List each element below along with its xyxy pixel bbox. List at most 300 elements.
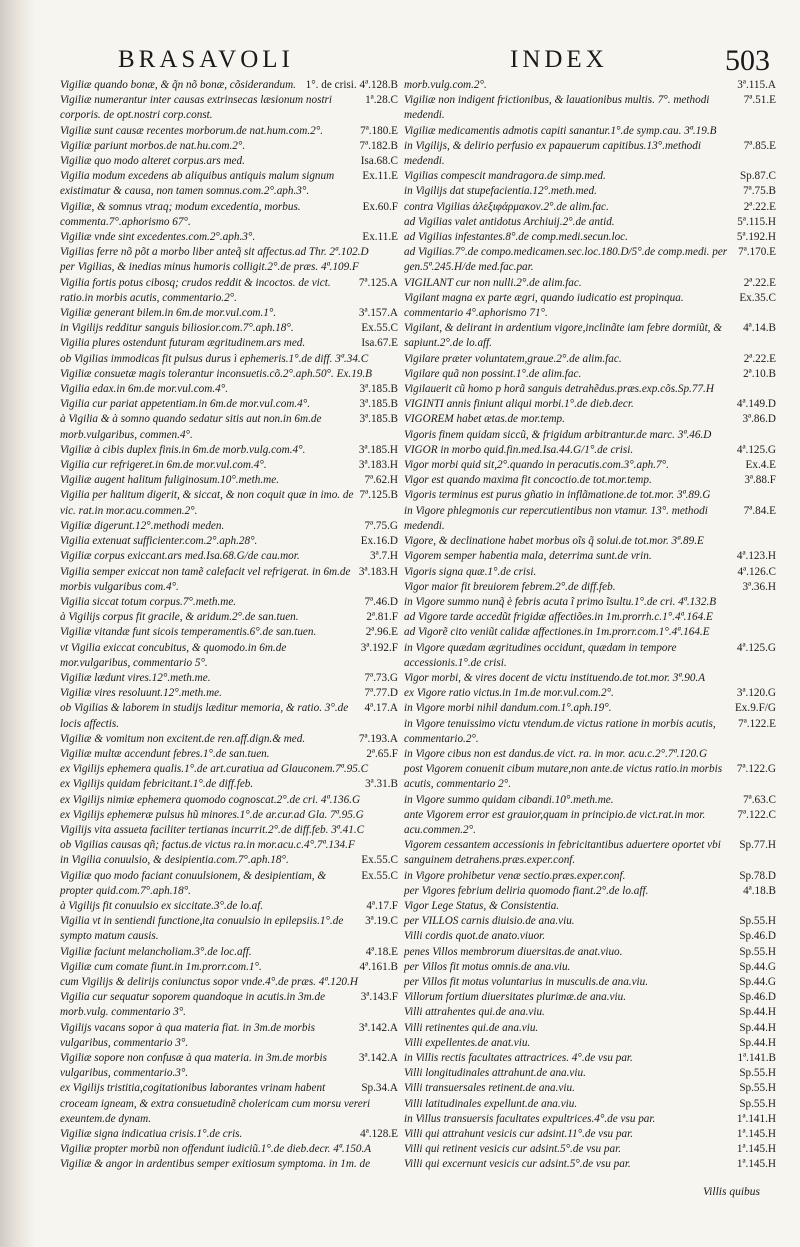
entry-text: Vigiliæ à cibis duplex finis.in 6m.de morb.vulg.com.4°. — [60, 443, 306, 456]
entry-reference: 3ª.185.B — [359, 398, 398, 411]
entry-text: Villi attrahentes qui.de ana.viu. — [404, 1006, 545, 1019]
entry-text: Vigilijs vacans sopor à qua materia fiat. in 3m.de morbis vulgaribus, commentario 3°. — [60, 1021, 315, 1049]
entry-text: ob Vigilias & laborem in studijs læditur memoria, & ratio. 3°.de locis affectis. — [60, 702, 349, 730]
index-entry — [404, 808, 776, 838]
index-entry — [60, 671, 398, 686]
index-entry — [404, 367, 776, 382]
entry-text: Vigilia cur refrigeret.in 6m.de mor.vul.com.4°. — [60, 459, 267, 472]
index-entry — [60, 412, 398, 442]
entry-text: Villi longitudinales attrahunt.de ana.viu. — [404, 1067, 586, 1080]
index-entry — [60, 1157, 398, 1172]
index-entry — [60, 595, 398, 610]
entry-reference: 2ª.96.E — [365, 626, 398, 639]
entry-text: VIGOREM habet ætas.de mor.temp. — [404, 413, 565, 426]
index-entry — [404, 1157, 776, 1172]
entry-reference: Sp.55.H — [739, 1082, 776, 1095]
entry-text: VIGINTI annis finiunt aliqui morbi.1°.de dieb.decr. — [404, 398, 634, 411]
index-entry — [60, 701, 398, 731]
entry-text: contra Vigilias ἀλεξιφάρμακον.2°.de alim.fac. — [404, 200, 609, 213]
entry-text: ex Vigilijs quidam febricitant.1°.de diff.feb. — [60, 778, 254, 791]
entry-text: Vigilias compescit mandragora.de simp.med. — [404, 170, 606, 183]
entry-reference: 7ª.85.E — [743, 139, 776, 152]
entry-text: in Vigilijs redditur sanguis biliosior.com.7°.aph.18°. — [60, 322, 294, 335]
entry-reference: 2ª.22.E — [743, 276, 776, 289]
entry-text: Vigilia siccat totum corpus.7°.meth.me. — [60, 595, 237, 608]
index-entry — [60, 747, 398, 762]
entry-reference: 7ª.193.A — [358, 732, 398, 745]
index-entry — [404, 78, 776, 93]
entry-text: ante Vigorem error est grauior,quam in principio.de vict.rat.in mor. acu.commen.2°. — [404, 808, 706, 836]
index-entry — [404, 625, 776, 640]
entry-reference: 2ª.81.F — [366, 611, 398, 624]
index-entry — [60, 382, 398, 397]
entry-text: Vigilijs vita assueta faciliter tertianas incurrit.2°.de diff.feb. 3ª.41.C — [60, 823, 365, 836]
index-entry — [60, 1081, 398, 1127]
index-entry — [60, 336, 398, 351]
index-entry — [60, 838, 398, 853]
index-entry — [60, 686, 398, 701]
entry-reference: Isa.67.E — [361, 337, 398, 350]
entry-text: ex Vigore ratio victus.in 1m.de mor.vul.com.2°. — [404, 687, 614, 700]
index-entry — [60, 945, 398, 960]
entry-reference: Sp.55.H — [739, 915, 776, 928]
entry-text: Villorum fortium diuersitates plurimæ.de ana.viu. — [404, 991, 626, 1004]
entry-text: à Vigilijs corpus fit gracile, & aridum.2°.de san.tuen. — [60, 611, 299, 624]
entry-text: Vigor est quando maxima fit concoctio.de tot.mor.temp. — [404, 474, 652, 487]
index-entry — [404, 382, 776, 397]
index-entry — [60, 853, 398, 868]
entry-reference: 7ª.84.E — [743, 504, 776, 517]
entry-reference: 7ª.73.G — [364, 671, 398, 684]
index-entry — [60, 793, 398, 808]
entry-text: ob Vigilias immodicas fit pulsus durus ì ephemeris.1°.de diff. 3ª.34.C — [60, 352, 369, 365]
index-entry — [404, 245, 776, 275]
entry-text: Villi transuersales retinent.de ana.viu. — [404, 1082, 575, 1095]
index-entry — [404, 565, 776, 580]
entry-text: Villi qui attrahunt vesicis cur adsint.11°.de vsu par. — [404, 1128, 634, 1141]
entry-reference: 1ª.141.B — [737, 1052, 776, 1064]
entry-text: Vigorem cessantem accessionis in febricitantibus aduertere oportet vbi sanguinem detrahens.præs.exper.conf. — [404, 839, 721, 867]
entry-reference: 7ª.180.E — [360, 124, 398, 137]
entry-reference: 4ª.18.E — [365, 945, 398, 958]
entry-reference: 2ª.65.F — [366, 747, 398, 760]
entry-reference: 4ª.14.B — [743, 322, 776, 335]
entry-reference: 3ª.183.H — [358, 459, 398, 472]
entry-text: Vigiliæ corpus exiccant.ars med.Isa.68.G/de cau.mor. — [60, 550, 300, 563]
entry-text: Vigilia per halitum digerit, & siccat, & non coquit quæ in imo. de vic. rat.in mor.acu.commen.2°. — [60, 489, 354, 517]
entry-reference: 1ª.145.H — [736, 1143, 776, 1156]
index-entry — [60, 869, 398, 899]
index-entry — [404, 701, 776, 716]
index-entry — [404, 1021, 776, 1036]
entry-reference: 2ª.10.B — [743, 367, 776, 380]
catchword: Villis quibus — [703, 1186, 760, 1198]
entry-text: Vigiliæ vnde sint excedentes.com.2°.aph.3°. — [60, 231, 256, 244]
entry-text: Villi qui retinent vesicis cur adsint.5°.de vsu par. — [404, 1143, 622, 1156]
index-entry — [60, 443, 398, 458]
left-index-column — [60, 78, 398, 1173]
index-entry — [60, 549, 398, 564]
entry-reference: Isa.68.C — [360, 155, 398, 168]
entry-reference: 3ª.142.A — [358, 1021, 398, 1034]
entry-text: in Vigore summo quidam cibandi.10°.meth.me. — [404, 793, 614, 806]
index-entry — [60, 1127, 398, 1142]
entry-text: vt Vigilia exiccat concubitus, & quomodo.in 6m.de mor.vulgaribus, commentario 5°. — [60, 641, 287, 669]
index-entry — [404, 1005, 776, 1020]
entry-text: Vigiliæ quando bonæ, & q̃n nõ bonæ, cõsiderandum. — [60, 79, 296, 91]
entry-reference: 7ª.122.C — [737, 808, 776, 821]
index-entry — [404, 990, 776, 1005]
index-entry — [60, 975, 398, 990]
entry-text: Vigiliæ faciunt melancholiam.3°.de loc.aff. — [60, 945, 252, 958]
index-entry — [404, 230, 776, 245]
entry-text: in Vigore quædam ægritudines occidunt, quædam in tempore accessionis.1°.de crisi. — [404, 641, 677, 669]
entry-text: per Vigores febrium deliria quomodo fiant.2°.de lo.aff. — [404, 884, 649, 897]
entry-reference: Ex.55.C — [361, 854, 398, 867]
index-entry — [60, 777, 398, 792]
entry-reference: 5ª.192.H — [736, 231, 776, 244]
entry-text: Vigilia fortis potus cibosq; crudos reddit & incoctos. de vict. ratio.in morbis acutis, commentario.2°. — [60, 276, 331, 304]
index-entry — [404, 200, 776, 215]
entry-reference: 3ª.7.H — [370, 550, 398, 563]
entry-text: Vigilare quã non possint.1°.de alim.fac. — [404, 367, 582, 380]
page-number: 503 — [725, 44, 770, 77]
entry-text: ex Vigilijs ephemera qualis.1°.de art.curatiua ad Glauconem.7ª.95.C — [60, 763, 369, 776]
entry-text: in Villis rectis facultates attractrices. 4°.de vsu par. — [404, 1052, 633, 1064]
entry-reference: 7ª.62.H — [364, 474, 398, 487]
entry-text: in Vigore tenuissimo victu vtendum.de victus ratione in morbis acutis, commentario.2°. — [404, 717, 716, 745]
entry-text: Villi qui excernunt vesicis cur adsint.5°.de vsu par. — [404, 1158, 631, 1171]
index-entry — [404, 1142, 776, 1157]
entry-text: Vigilia cur pariat appetentiam.in 6m.de mor.vul.com.4°. — [60, 398, 311, 411]
index-entry — [404, 276, 776, 291]
entry-reference: Ex.60.F — [362, 200, 398, 213]
entry-text: Villi retinentes qui.de ana.viu. — [404, 1021, 539, 1034]
index-entry — [404, 641, 776, 671]
entry-reference: 7ª.46.D — [364, 595, 398, 608]
entry-text: Vigore, & declinatione habet morbus oĩs q̃ solui.de tot.mor. 3ª.89.E — [404, 535, 704, 548]
entry-reference: Sp.55.H — [739, 1097, 776, 1110]
entry-reference: 1ª.145.H — [736, 1128, 776, 1141]
entry-reference: 1ª.28.C — [365, 94, 398, 107]
entry-reference: Sp.55.H — [739, 1067, 776, 1080]
index-entry — [60, 78, 398, 93]
index-entry — [60, 914, 398, 944]
entry-reference: 4ª.125.G — [736, 443, 776, 456]
entry-text: penes Villos membrorum diuersitas.de anat.viuo. — [404, 945, 623, 958]
entry-text: in Villus transuersis facultates expultrices.4°.de vsu par. — [404, 1112, 656, 1125]
entry-reference: Sp.46.D — [739, 930, 776, 943]
entry-text: Vigiliæ lædunt vires.12°.meth.me. — [60, 671, 211, 684]
entry-text: Vigor Lege Status, & Consistentia. — [404, 899, 560, 912]
entry-text: VIGOR in morbo quid.fin.med.Isa.44.G/1°.de crisi. — [404, 443, 634, 456]
entry-text: in Vigore prohibetur venæ sectio.præs.exper.conf. — [404, 869, 626, 882]
entry-text: ad Vigore tarde accedũt frigidæ affectiões.in 1m.prorrh.c.1°.4ª.164.E — [404, 611, 713, 624]
index-entry — [60, 1142, 398, 1157]
entry-reference: Sp.87.C — [739, 170, 776, 183]
entry-text: in Vigilijs dat stupefacientia.12°.meth.med. — [404, 185, 597, 198]
index-entry — [404, 838, 776, 868]
entry-text: à Vigilijs fit conuulsio ex siccitate.3°.de lo.af. — [60, 899, 264, 912]
entry-reference: 1°. de crisi. 4ª.128.B — [305, 79, 398, 91]
index-entry — [404, 1081, 776, 1096]
index-entry — [404, 1127, 776, 1142]
index-entry — [60, 200, 398, 230]
entry-reference: 4ª.125.G — [736, 641, 776, 654]
entry-text: Vigilia modum excedens ab aliquibus antiquis malum signum existimatur & causa, non tamen somnus.com.2°.aph.3°. — [60, 170, 335, 198]
index-entry — [404, 793, 776, 808]
entry-reference: 3ª.36.H — [742, 580, 776, 593]
index-entry — [60, 488, 398, 518]
index-entry — [404, 884, 776, 899]
entry-text: Vigiliæ signa indicatiua crisis.1°.de cris. — [60, 1128, 243, 1141]
index-entry — [404, 1066, 776, 1081]
entry-reference: 4ª.17.A — [364, 702, 398, 715]
index-entry — [60, 352, 398, 367]
index-entry — [404, 1051, 776, 1066]
index-entry — [404, 899, 776, 914]
index-entry — [60, 93, 398, 123]
entry-reference: 4ª.18.B — [743, 884, 776, 897]
index-entry — [60, 1021, 398, 1051]
index-entry — [404, 929, 776, 944]
index-entry — [60, 534, 398, 549]
index-entry — [60, 823, 398, 838]
index-entry — [404, 717, 776, 747]
entry-reference: Sp.78.D — [739, 869, 776, 882]
entry-text: Villi cordis quot.de anato.viuor. — [404, 930, 546, 943]
entry-reference: Ex.55.C — [361, 869, 398, 882]
entry-reference: 7ª.75.G — [364, 519, 398, 532]
entry-text: Vigilauerit cũ homo p horã sanguis detrahẽdus.præs.exp.cõs.Sp.77.H — [404, 383, 714, 396]
index-entry — [404, 443, 776, 458]
entry-reference: 7ª.51.E — [743, 94, 776, 107]
entry-reference: Ex.35.C — [739, 291, 776, 304]
entry-reference: 4ª.126.C — [737, 565, 776, 578]
entry-text: ad Vigorẽ cito veniũt calidæ affectiones.in 1m.prorr.com.1°.4ª.164.E — [404, 626, 710, 639]
entry-text: cum Vigilijs & delirijs coniunctus sopor vnde.4°.de præs. 4ª.120.H — [60, 975, 358, 988]
index-entry — [60, 306, 398, 321]
entry-text: per Vigilias, & inedias minus humoris colligit.2°.de præs. 4ª.109.F — [60, 261, 359, 274]
entry-reference: Sp.55.H — [739, 945, 776, 958]
entry-reference: 2ª.22.E — [743, 200, 776, 213]
index-entry — [404, 549, 776, 564]
entry-text: Vigiliæ consuetæ magis tolerantur inconsuetis.cõ.2°.aph.50°. Ex.19.B — [60, 367, 373, 380]
entry-reference: 3ª.185.B — [359, 383, 398, 396]
entry-reference: Ex.11.E — [362, 170, 398, 183]
entry-text: ad Vigilias.7°.de compo.medicamen.sec.loc.180.D/5°.de comp.medi. per gen.5ª.245.H/de med.fac.par. — [404, 246, 728, 274]
index-entry — [404, 975, 776, 990]
index-entry — [404, 762, 776, 792]
index-entry — [60, 990, 398, 1020]
index-entry — [404, 610, 776, 625]
entry-reference: 7ª.125.B — [359, 489, 398, 502]
entry-text: Vigiliæ multæ accendunt febres.1°.de san.tuen. — [60, 747, 270, 760]
index-entry — [404, 1112, 776, 1127]
index-entry — [404, 93, 776, 123]
entry-text: Vigiliæ digerunt.12°.methodi meden. — [60, 519, 225, 532]
entry-reference: Sp.44.G — [739, 975, 776, 988]
entry-reference: 7ª.63.C — [743, 793, 776, 806]
entry-reference: 7ª.75.B — [743, 185, 776, 198]
entry-reference: Ex.9.F/G — [734, 702, 776, 715]
index-entry — [60, 1051, 398, 1081]
entry-text: Vigiliæ pariunt morbos.de nat.hu.com.2°. — [60, 139, 246, 152]
entry-reference: 7ª.122.E — [738, 717, 776, 730]
entry-reference: 3ª.183.H — [358, 565, 398, 578]
entry-text: Vigilia extenuat sufficienter.com.2°.aph.28°. — [60, 535, 258, 548]
entry-text: in Vigore cibus non est dandus.de vict. ra. in mor. acu.c.2°.7ª.120.G — [404, 747, 708, 760]
entry-reference: Ex.11.E — [362, 231, 398, 244]
index-entry — [404, 184, 776, 199]
entry-text: Vigor maior fit breuiorem febrem.2°.de diff.feb. — [404, 580, 616, 593]
entry-reference: Sp.34.A — [361, 1082, 398, 1095]
index-entry — [60, 367, 398, 382]
entry-text: Vigorem semper habentia mala, deterrima sunt.de vrin. — [404, 550, 652, 563]
entry-text: Vigoris terminus est purus gñatio in inflãmatione.de tot.mor. 3ª.89.G — [404, 489, 711, 502]
entry-text: Vigilare præter voluntatem,graue.2°.de alim.fac. — [404, 352, 622, 365]
entry-text: ad Vigilias valet antidotus Archiuij.2°.de antid. — [404, 215, 615, 228]
entry-reference: Ex.16.D — [360, 535, 398, 548]
index-entry — [404, 473, 776, 488]
entry-text: Vigiliæ cum comate fiunt.in 1m.prorr.com.1°. — [60, 960, 262, 973]
index-entry — [404, 124, 776, 139]
entry-text: Vigiliæ vires resoluunt.12°.meth.me. — [60, 687, 222, 700]
entry-text: Vigilia edax.in 6m.de mor.vul.com.4°. — [60, 383, 229, 396]
entry-text: in Vigilia conuulsio, & desipientia.com.7°.aph.18°. — [60, 854, 289, 867]
entry-text: in Vigore summo nunq̃ è febris acuta ĩ primo ĩsultu.1°.de cri. 4ª.132.B — [404, 595, 717, 608]
entry-text: post Vigorem conuenit cibum mutare,non ante.de victus ratio.in morbis acutis, commentario 2°. — [404, 763, 723, 791]
index-entry — [60, 732, 398, 747]
index-entry — [404, 747, 776, 762]
index-entry — [404, 1097, 776, 1112]
entry-reference: Ex.4.E — [745, 459, 776, 472]
page-binding-edge — [0, 0, 36, 1247]
entry-reference: 3ª.157.A — [358, 307, 398, 320]
index-entry — [404, 960, 776, 975]
entry-text: Vigiliæ & angor in ardentibus semper exitiosum symptoma. in 1m. de — [60, 1158, 371, 1171]
entry-reference: 2ª.22.E — [743, 352, 776, 365]
entry-reference: 4ª.123.H — [736, 550, 776, 563]
entry-reference: Sp.44.G — [739, 960, 776, 973]
entry-text: Villi expellentes.de anat.viu. — [404, 1036, 531, 1049]
index-entry — [60, 397, 398, 412]
entry-text: ob Vigilias causas qñ; factus.de victus ra.in mor.acu.c.4°.7ª.134.F — [60, 839, 355, 852]
entry-reference: 7ª.170.E — [738, 246, 776, 259]
entry-text: Vigilant, & delirant in ardentium vigore,inclinãte iam febre dormiũt, & sapiunt.2°.de lo.aff. — [404, 322, 722, 350]
entry-text: in Vigilijs, & delirio perfusio ex papauerum capitibus.13°.methodi medendi. — [404, 139, 701, 168]
index-entry — [404, 352, 776, 367]
entry-text: Villi latitudinales expellunt.de ana.viu. — [404, 1097, 578, 1110]
index-entry — [60, 762, 398, 777]
index-entry — [404, 458, 776, 473]
entry-reference: 3ª.120.G — [736, 687, 776, 700]
entry-text: Vigiliæ medicamentis admotis capiti sanantur.1°.de symp.cau. 3ª.19.B — [404, 124, 717, 137]
entry-reference: 1ª.145.H — [736, 1158, 776, 1171]
entry-text: per VILLOS carnis diuisio.de ana.viu. — [404, 915, 575, 928]
index-entry — [404, 945, 776, 960]
index-entry — [404, 488, 776, 503]
entry-text: Vigiliæ numerantur inter causas extrinsecas læsionum nostri corporis. de opt.nostri corp.const. — [60, 94, 333, 122]
entry-text: per Villos fit motus voluntarius in musculis.de ana.viu. — [404, 975, 649, 988]
right-index-column — [404, 78, 776, 1173]
index-entry — [404, 321, 776, 351]
index-entry — [404, 580, 776, 595]
entry-text: Vigilia cur sequatur soporem quandoque in acutis.in 3m.de morb.vulg. commentario 3°. — [60, 991, 326, 1019]
entry-reference: 3ª.115.A — [737, 79, 776, 91]
index-entry — [404, 169, 776, 184]
entry-text: in Vigore morbi nihil dandum.com.1°.aph.19°. — [404, 702, 612, 715]
index-entry — [60, 641, 398, 671]
header-title: INDEX — [510, 46, 608, 73]
index-entry — [404, 412, 776, 427]
index-entry — [60, 458, 398, 473]
index-entry — [404, 595, 776, 610]
index-entry — [60, 260, 398, 275]
index-entry — [60, 230, 398, 245]
entry-reference: 3ª.19.C — [365, 915, 398, 928]
index-entry — [60, 245, 398, 260]
entry-reference: 1ª.141.H — [736, 1112, 776, 1125]
entry-text: per Villos fit motus omnis.de ana.viu. — [404, 960, 571, 973]
entry-reference: 7ª.182.B — [359, 139, 398, 152]
index-entry — [60, 565, 398, 595]
entry-text: Vigiliæ quo modo faciant conuulsionem, & desipientiam, & propter quid.com.7°.aph.18°. — [60, 869, 327, 897]
entry-text: Vigiliæ, & somnus vtraq; modum excedentia, morbus. commenta.7°.aphorismo 67°. — [60, 200, 301, 228]
header-author: BRASAVOLI — [118, 46, 294, 73]
entry-text: ex Vigilijs nimiæ ephemera quomodo cognoscat.2°.de cri. 4ª.136.G — [60, 793, 361, 806]
index-entry — [60, 808, 398, 823]
entry-text: ad Vigilias infestantes.8°.de comp.medi.secun.loc. — [404, 231, 628, 244]
entry-text: Vigiliæ sunt causæ recentes morborum.de nat.hum.com.2°. — [60, 124, 324, 137]
entry-reference: Sp.77.H — [739, 839, 776, 852]
entry-reference: Sp.44.H — [739, 1006, 776, 1019]
index-entry — [404, 428, 776, 443]
index-entry — [404, 291, 776, 321]
entry-reference: 3ª.86.D — [742, 413, 776, 426]
index-entry — [404, 671, 776, 686]
index-entry — [404, 397, 776, 412]
entry-text: Vigilias ferre nõ põt a morbo liber anteq̃ sit affectus.ad Thr. 2ª.102.D — [60, 246, 369, 259]
entry-text: Vigor morbi, & vires docent de victu instituendo.de tot.mor. 3ª.90.A — [404, 671, 706, 684]
index-entry — [60, 139, 398, 154]
entry-reference: 7ª.77.D — [364, 687, 398, 700]
entry-reference: Sp.44.H — [739, 1021, 776, 1034]
entry-reference: Ex.55.C — [361, 322, 398, 335]
entry-reference: 3ª.31.B — [365, 778, 398, 791]
entry-text: Vigilia vt in sentiendi functione,ita conuulsio in epilepsiis.1°.de sympto matum causis. — [60, 915, 344, 943]
index-entry — [60, 124, 398, 139]
entry-text: Vigoris finem quidam siccũ, & frigidum arbitrantur.de marc. 3ª.46.D — [404, 428, 712, 441]
index-entry — [404, 914, 776, 929]
entry-text: VIGILANT cur non nulli.2°.de alim.fac. — [404, 276, 582, 289]
index-entry — [404, 534, 776, 549]
entry-reference: Sp.46.D — [739, 991, 776, 1004]
index-entry — [404, 1036, 776, 1051]
index-entry — [60, 169, 398, 199]
entry-text: Vigoris signa quæ.1°.de crisi. — [404, 565, 537, 578]
entry-text: Vigiliæ generant bilem.in 6m.de mor.vul.com.1°. — [60, 307, 277, 320]
index-entry — [404, 504, 776, 534]
entry-reference: 3ª.192.F — [360, 641, 398, 654]
entry-text: à Vigilia & à somno quando sedatur sitis aut non.in 6m.de morb.vulgaribus, commen.4°. — [60, 413, 322, 441]
index-entry — [60, 610, 398, 625]
entry-text: Vigiliæ & vomitum non excitent.de ren.aff.dign.& med. — [60, 732, 306, 745]
entry-reference: Sp.44.H — [739, 1036, 776, 1049]
index-entry — [60, 276, 398, 306]
entry-reference: 3ª.143.F — [360, 991, 398, 1004]
entry-text: Vigiliæ quo modo alteret corpus.ars med. — [60, 155, 245, 168]
